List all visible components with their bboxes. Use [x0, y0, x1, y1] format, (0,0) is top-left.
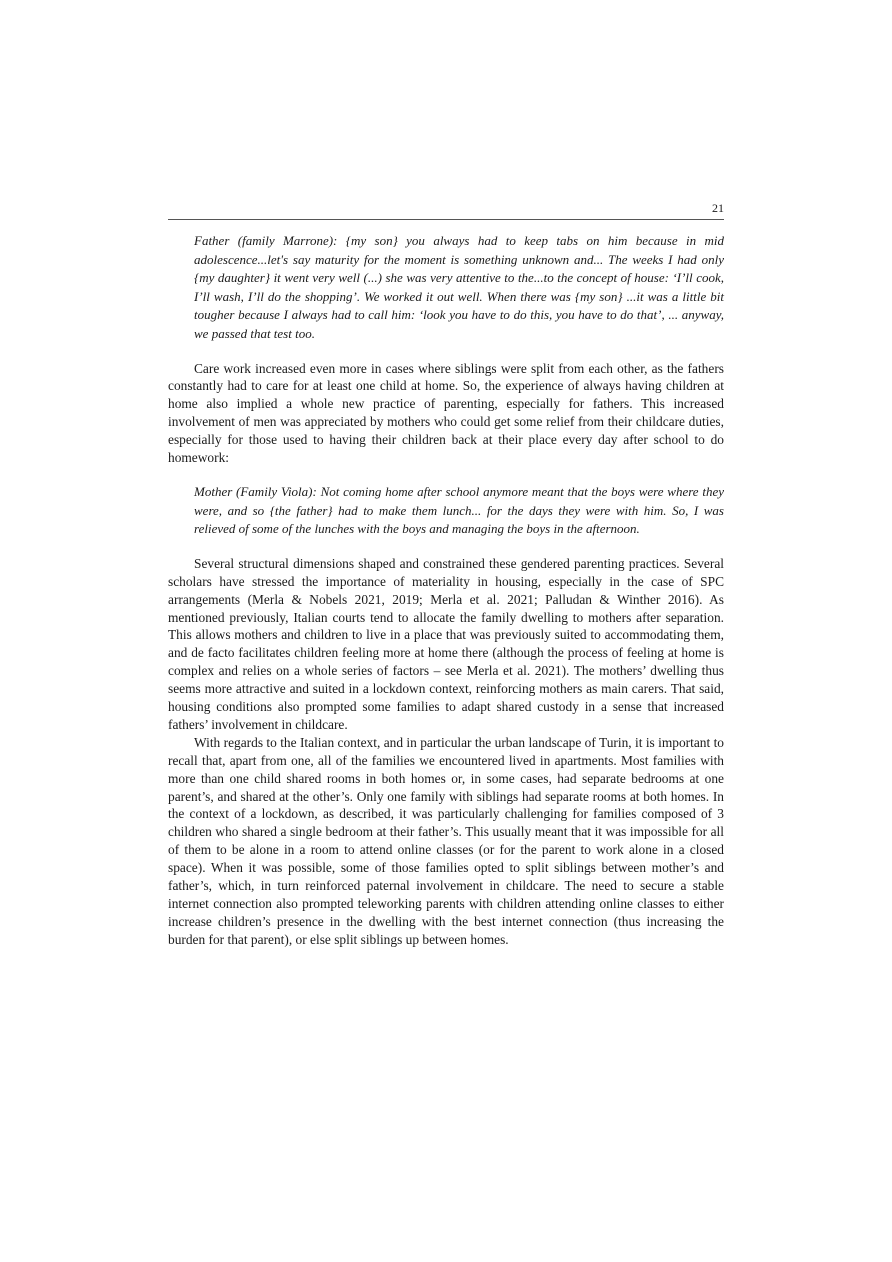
- header-rule: [168, 219, 724, 220]
- page-number: 21: [712, 201, 724, 215]
- body-paragraph-structural-dimensions: Several structural dimensions shaped and constrained these gendered parenting practices. Several scholars have stressed the importance of materiality in housing, especially in the case of SPC arrangements (Merla & Nobels 2021, 2019; Merla et al. 2021; Palludan & Winther 2016). As mentioned previously, Italian courts tend to allocate the family dwelling to mothers after separation. This allows mothers and children to live in a place that was previously suited to accommodating them, and de facto facilitates children feeling more at home there (although the process of feeling at home is complex and relies on a whole series of factors – see Merla et al. 2021). The mothers’ dwelling thus seems more attractive and suited in a lockdown context, reinforcing mothers as main carers. That said, housing conditions also prompted some families to adapt shared custody in a sense that increased fathers’ involvement in childcare.: [168, 555, 724, 732]
- interview-quote-mother-viola: Mother (Family Viola): Not coming home after school anymore meant that the boys were where they were, and so {the father} had to make them lunch... for the days they were with him. So, I was relieved of some of the lunches with the boys and managing the boys in the afternoon.: [194, 484, 724, 537]
- interview-quote-father-marrone: Father (family Marrone): {my son} you always had to keep tabs on him because in mid adolescence...let's say maturity for the moment is something unknown and... The weeks I had only {my daughter} it went very well (...) she was very attentive to the...to the concept of house: ‘I’ll cook, I’ll wash, I’ll do the shopping’. We worked it out well. When there was {my son} ...it was a little bit tougher because I always had to call him: ‘look you have to do this, you have to do that’, ... anyway, we passed that test too.: [194, 233, 724, 341]
- body-paragraph-care-work: Care work increased even more in cases where siblings were split from each other, as the fathers constantly had to care for at least one child at home. So, the experience of always having children at home also implied a whole new practice of parenting, especially for fathers. This increased involvement of men was appreciated by mothers who could get some relief from their childcare duties, especially for those used to having their children back at their place every day after school to do homework:: [168, 360, 724, 466]
- body-paragraph-italian-context: With regards to the Italian context, and in particular the urban landscape of Turin, it is important to recall that, apart from one, all of the families we encountered lived in apartments. Most families with more than one child shared rooms in both homes or, in some cases, had separate bedrooms at one parent’s, and shared at the other’s. Only one family with siblings had separate rooms at both homes. In the context of a lockdown, as described, it was particularly challenging for families composed of 3 children who shared a single bedroom at their father’s. This usually meant that it was impossible for all of them to be alone in a room to attend online classes (or for the parent to work alone in a closed space). When it was possible, some of those families opted to split siblings between mother’s and father’s, which, in turn reinforced paternal involvement in childcare. The need to secure a stable internet connection also prompted teleworking parents with children attending online classes to either increase children’s presence in the dwelling with the best internet connection (thus increasing the burden for that parent), or else split siblings up between homes.: [168, 734, 724, 947]
- page-body: [168, 232, 724, 949]
